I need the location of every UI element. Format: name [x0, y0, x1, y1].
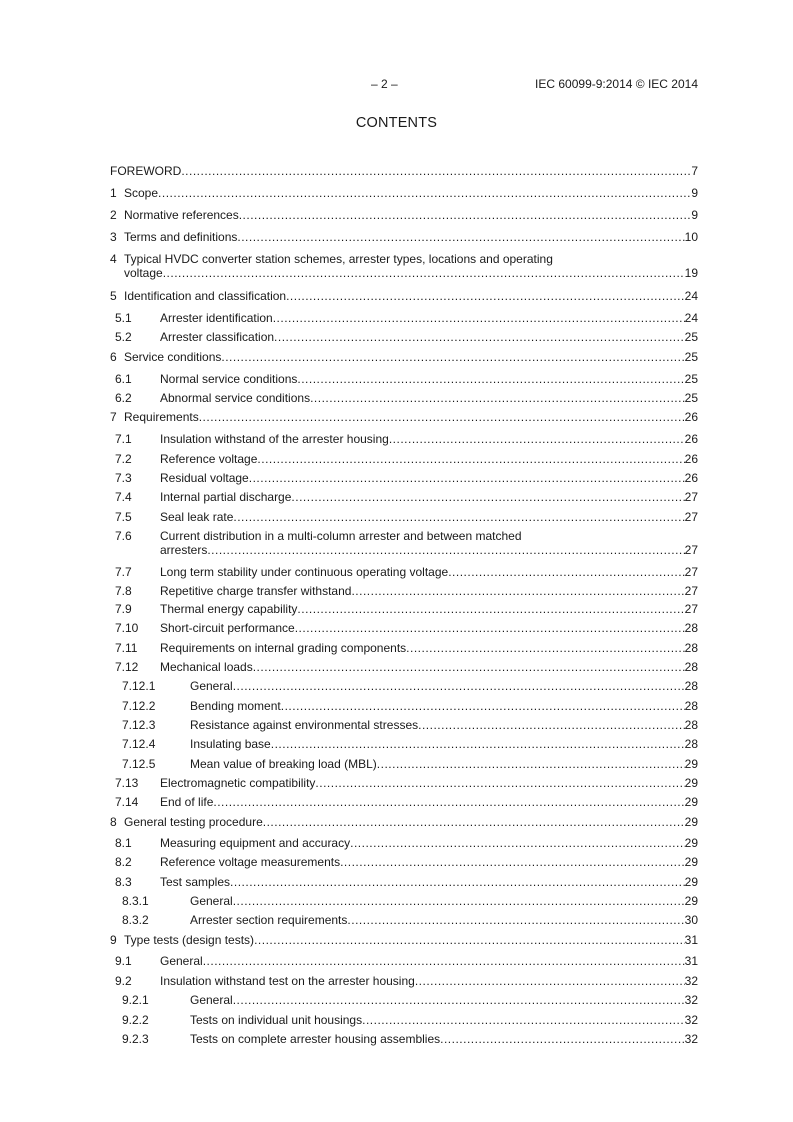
toc-entry-number: 9.1: [115, 954, 132, 968]
dot-leader: [237, 230, 684, 244]
toc-entry-page: 26: [684, 432, 698, 446]
dot-leader: [406, 641, 684, 655]
toc-entry-page: 7: [691, 164, 698, 178]
toc-entry-title-line1: Typical HVDC converter station schemes, arrester types, locations and operating: [124, 252, 553, 266]
toc-entry-number: 7.5: [115, 510, 132, 524]
dot-leader: [233, 510, 684, 524]
toc-entry[interactable]: [0, 621, 793, 637]
toc-entry-number: 6.2: [115, 391, 132, 405]
toc-entry-number: 7.4: [115, 490, 132, 504]
toc-entry-title: Insulation withstand of the arrester housing: [160, 432, 389, 446]
dot-leader: [274, 330, 685, 344]
toc-entry-page: 29: [684, 757, 698, 771]
toc-entry-number: 8.3.2: [122, 913, 149, 927]
toc-entry[interactable]: [0, 993, 793, 1009]
toc-entry[interactable]: [0, 1013, 793, 1029]
toc-entry-page: 9: [691, 186, 698, 200]
toc-entry-page: 26: [684, 471, 698, 485]
toc-entry[interactable]: [0, 974, 793, 990]
toc-entry[interactable]: [0, 208, 793, 224]
toc-entry-title: Test samples: [160, 875, 231, 889]
toc-entry-page: 28: [684, 737, 698, 751]
toc-entry-number: 5.1: [115, 311, 132, 325]
dot-leader: [415, 974, 685, 988]
dot-leader: [281, 699, 685, 713]
dot-leader: [340, 855, 685, 869]
toc-entry[interactable]: [0, 584, 793, 600]
toc-entry[interactable]: [0, 330, 793, 346]
toc-entry-number: 9: [110, 933, 117, 947]
toc-entry-number: 6.1: [115, 372, 132, 386]
dot-leader: [230, 875, 685, 889]
toc-entry-title: voltage: [124, 266, 163, 280]
dot-leader: [273, 311, 685, 325]
toc-entry-page: 29: [684, 836, 698, 850]
toc-entry-number: 7.8: [115, 584, 132, 598]
toc-entry[interactable]: [0, 410, 793, 426]
dot-leader: [249, 471, 685, 485]
toc-entry[interactable]: [0, 311, 793, 327]
toc-entry-number: 7.14: [115, 795, 139, 809]
toc-entry-title: Tests on individual unit housings: [190, 1013, 363, 1027]
dot-leader: [315, 776, 684, 790]
toc-entry-number: 7.13: [115, 776, 139, 790]
dot-leader: [440, 1032, 685, 1046]
dot-leader: [254, 933, 685, 947]
dot-leader: [351, 584, 684, 598]
toc-entry-number: 7.12.4: [122, 737, 156, 751]
toc-entry[interactable]: [0, 836, 793, 852]
toc-entry-page: 28: [684, 641, 698, 655]
toc-entry-number: 7: [110, 410, 117, 424]
toc-entry-title: Scope: [124, 186, 159, 200]
toc-entry[interactable]: [0, 490, 793, 506]
toc-entry-page: 32: [684, 1013, 698, 1027]
dot-leader: [257, 452, 684, 466]
toc-entry[interactable]: [0, 372, 793, 388]
toc-entry[interactable]: [0, 641, 793, 657]
toc-entry-number: 9.2.1: [122, 993, 149, 1007]
toc-entry-title: Service conditions: [124, 350, 222, 364]
toc-entry-number: 3: [110, 230, 117, 244]
dot-leader: [181, 164, 691, 178]
toc-entry-page: 28: [684, 621, 698, 635]
toc-entry[interactable]: [0, 795, 793, 811]
toc-entry-page: 25: [684, 330, 698, 344]
dot-leader: [163, 266, 685, 280]
toc-entry-page: 27: [684, 490, 698, 504]
toc-entry[interactable]: [0, 164, 793, 180]
dot-leader: [213, 795, 684, 809]
toc-entry[interactable]: [0, 1032, 793, 1048]
toc-entry[interactable]: [0, 757, 793, 773]
page-header-document-id: IEC 60099-9:2014 © IEC 2014: [535, 77, 698, 91]
toc-entry-title: General: [190, 993, 233, 1007]
toc-entry[interactable]: [0, 679, 793, 695]
dot-leader: [199, 410, 685, 424]
toc-entry-title: Residual voltage: [160, 471, 249, 485]
toc-entry[interactable]: [0, 855, 793, 871]
dot-leader: [263, 815, 685, 829]
toc-entry[interactable]: [0, 452, 793, 468]
dot-leader: [295, 621, 685, 635]
toc-entry-number: 9.2.3: [122, 1032, 149, 1046]
toc-entry-title: Seal leak rate: [160, 510, 234, 524]
toc-entry-number: 7.2: [115, 452, 132, 466]
toc-entry-title: General: [160, 954, 203, 968]
toc-entry-page: 32: [684, 1032, 698, 1046]
toc-entry[interactable]: [0, 737, 793, 753]
dot-leader: [221, 350, 684, 364]
toc-entry-page: 28: [684, 679, 698, 693]
dot-leader: [297, 602, 684, 616]
toc-entry-title: Requirements on internal grading components: [160, 641, 407, 655]
dot-leader: [286, 289, 685, 303]
toc-entry-title: End of life: [160, 795, 214, 809]
toc-entry-number: 7.11: [115, 641, 138, 655]
toc-entry[interactable]: [0, 186, 793, 202]
toc-entry-page: 29: [684, 776, 698, 790]
toc-entry-title: Type tests (design tests): [124, 933, 255, 947]
toc-entry-number: 9.2: [115, 974, 132, 988]
toc-entry-title: Thermal energy capability: [160, 602, 298, 616]
toc-entry-title: Arrester section requirements: [190, 913, 348, 927]
dot-leader: [418, 718, 685, 732]
toc-entry-page: 10: [684, 230, 698, 244]
toc-entry-page: 28: [684, 699, 698, 713]
toc-entry-title: FOREWORD: [110, 164, 182, 178]
toc-entry-number: 7.10: [115, 621, 139, 635]
toc-entry-page: 19: [684, 266, 698, 280]
toc-entry[interactable]: [0, 510, 793, 526]
toc-entry-page: 29: [684, 815, 698, 829]
toc-entry-title: Resistance against environmental stresses: [190, 718, 419, 732]
toc-entry[interactable]: [0, 565, 793, 581]
toc-entry-title: Insulation withstand test on the arrester housing: [160, 974, 415, 988]
toc-entry[interactable]: [0, 954, 793, 970]
toc-entry-page: 24: [684, 289, 698, 303]
toc-entry-page: 27: [684, 565, 698, 579]
page-header-number: – 2 –: [371, 77, 398, 91]
toc-entry-page: 27: [684, 510, 698, 524]
toc-entry-number: 6: [110, 350, 117, 364]
dot-leader: [347, 913, 684, 927]
toc-entry-number: 8.2: [115, 855, 132, 869]
toc-entry[interactable]: [0, 471, 793, 487]
toc-entry-number: 7.12: [115, 660, 139, 674]
toc-entry-title: Reference voltage: [160, 452, 258, 466]
dot-leader: [271, 737, 685, 751]
toc-entry-page: 28: [684, 660, 698, 674]
dot-leader: [233, 993, 685, 1007]
toc-entry[interactable]: [0, 815, 793, 831]
dot-leader: [310, 391, 685, 405]
toc-entry-title: Repetitive charge transfer withstand: [160, 584, 352, 598]
dot-leader: [239, 208, 692, 222]
toc-entry-number: 7.3: [115, 471, 132, 485]
toc-entry-page: 32: [684, 993, 698, 1007]
toc-entry-page: 27: [684, 584, 698, 598]
toc-entry-title: Short-circuit performance: [160, 621, 295, 635]
toc-entry-number: 7.12.1: [122, 679, 156, 693]
toc-entry[interactable]: [0, 875, 793, 891]
toc-entry-title: Electromagnetic compatibility: [160, 776, 316, 790]
toc-entry-title: Arrester classification: [160, 330, 275, 344]
toc-entry-number: 5: [110, 289, 117, 303]
toc-entry-page: 26: [684, 410, 698, 424]
toc-entry-title: Measuring equipment and accuracy: [160, 836, 351, 850]
toc-entry-number: 8.1: [115, 836, 132, 850]
dot-leader: [350, 836, 685, 850]
toc-entry-page: 29: [684, 855, 698, 869]
toc-entry-title: Normal service conditions: [160, 372, 298, 386]
toc-entry-number: 7.6: [115, 529, 132, 543]
toc-entry-number: 7.12.5: [122, 757, 156, 771]
toc-entry-title: General: [190, 679, 233, 693]
dot-leader: [389, 432, 685, 446]
toc-entry[interactable]: [0, 252, 793, 282]
dot-leader: [297, 372, 684, 386]
toc-entry-title: Mean value of breaking load (MBL): [190, 757, 377, 771]
toc-entry[interactable]: [0, 913, 793, 929]
toc-entry-page: 31: [684, 933, 698, 947]
dot-leader: [203, 954, 685, 968]
toc-entry[interactable]: [0, 391, 793, 407]
toc-entry-title: Abnormal service conditions: [160, 391, 311, 405]
dot-leader: [207, 543, 684, 557]
toc-entry-title: General: [190, 894, 233, 908]
toc-entry-number: 8: [110, 815, 117, 829]
dot-leader: [233, 679, 685, 693]
toc-entry[interactable]: [0, 432, 793, 448]
toc-entry-page: 25: [684, 391, 698, 405]
toc-entry[interactable]: [0, 529, 793, 559]
dot-leader: [253, 660, 685, 674]
dot-leader: [291, 490, 684, 504]
toc-entry-title-line1: Current distribution in a multi-column arrester and between matched: [160, 529, 522, 543]
toc-entry-number: 8.3: [115, 875, 132, 889]
toc-entry-number: 7.9: [115, 602, 132, 616]
toc-entry-page: 25: [684, 350, 698, 364]
toc-entry-title: General testing procedure: [124, 815, 263, 829]
toc-entry-page: 25: [684, 372, 698, 386]
toc-entry-title: Bending moment: [190, 699, 281, 713]
toc-entry-number: 7.7: [115, 565, 132, 579]
toc-entry-number: 7.12.3: [122, 718, 156, 732]
dot-leader: [377, 757, 685, 771]
toc-entry-page: 29: [684, 795, 698, 809]
toc-entry[interactable]: [0, 894, 793, 910]
toc-entry[interactable]: [0, 602, 793, 618]
toc-entry-title: Requirements: [124, 410, 199, 424]
toc-entry-page: 9: [691, 208, 698, 222]
toc-entry[interactable]: [0, 350, 793, 366]
toc-entry-number: 7.12.2: [122, 699, 156, 713]
toc-entry-title: Terms and definitions: [124, 230, 238, 244]
toc-entry-title: Tests on complete arrester housing assemblies: [190, 1032, 441, 1046]
toc-entry-page: 30: [684, 913, 698, 927]
toc-entry-page: 31: [684, 954, 698, 968]
toc-entry[interactable]: [0, 230, 793, 246]
toc-entry-number: 1: [110, 186, 117, 200]
dot-leader: [158, 186, 691, 200]
toc-entry-title: Mechanical loads: [160, 660, 253, 674]
toc-entry-page: 28: [684, 718, 698, 732]
toc-entry-page: 27: [684, 543, 698, 557]
toc-entry[interactable]: [0, 699, 793, 715]
toc-entry-number: 8.3.1: [122, 894, 149, 908]
dot-leader: [362, 1013, 685, 1027]
toc-entry[interactable]: [0, 776, 793, 792]
toc-entry[interactable]: [0, 933, 793, 949]
toc-entry-number: 9.2.2: [122, 1013, 149, 1027]
toc-entry-title: arresters: [160, 543, 208, 557]
toc-entry-title: Reference voltage measurements: [160, 855, 341, 869]
toc-entry-page: 24: [684, 311, 698, 325]
toc-entry-title: Internal partial discharge: [160, 490, 292, 504]
toc-entry-page: 27: [684, 602, 698, 616]
toc-entry-title: Insulating base: [190, 737, 271, 751]
dot-leader: [233, 894, 685, 908]
toc-entry-title: Long term stability under continuous operating voltage: [160, 565, 449, 579]
toc-entry-title: Identification and classification: [124, 289, 287, 303]
toc-entry-page: 26: [684, 452, 698, 466]
toc-entry-page: 29: [684, 875, 698, 889]
toc-entry[interactable]: [0, 718, 793, 734]
toc-entry-page: 32: [684, 974, 698, 988]
dot-leader: [448, 565, 684, 579]
page-title: CONTENTS: [355, 115, 438, 131]
toc-entry-number: 7.1: [115, 432, 132, 446]
toc-entry-number: 2: [110, 208, 117, 222]
toc-entry-title: Normative references: [124, 208, 239, 222]
toc-entry-title: Arrester identification: [160, 311, 273, 325]
toc-entry-number: 4: [110, 252, 117, 266]
toc-entry[interactable]: [0, 289, 793, 305]
toc-entry-number: 5.2: [115, 330, 132, 344]
toc-entry[interactable]: [0, 660, 793, 676]
toc-entry-page: 29: [684, 894, 698, 908]
